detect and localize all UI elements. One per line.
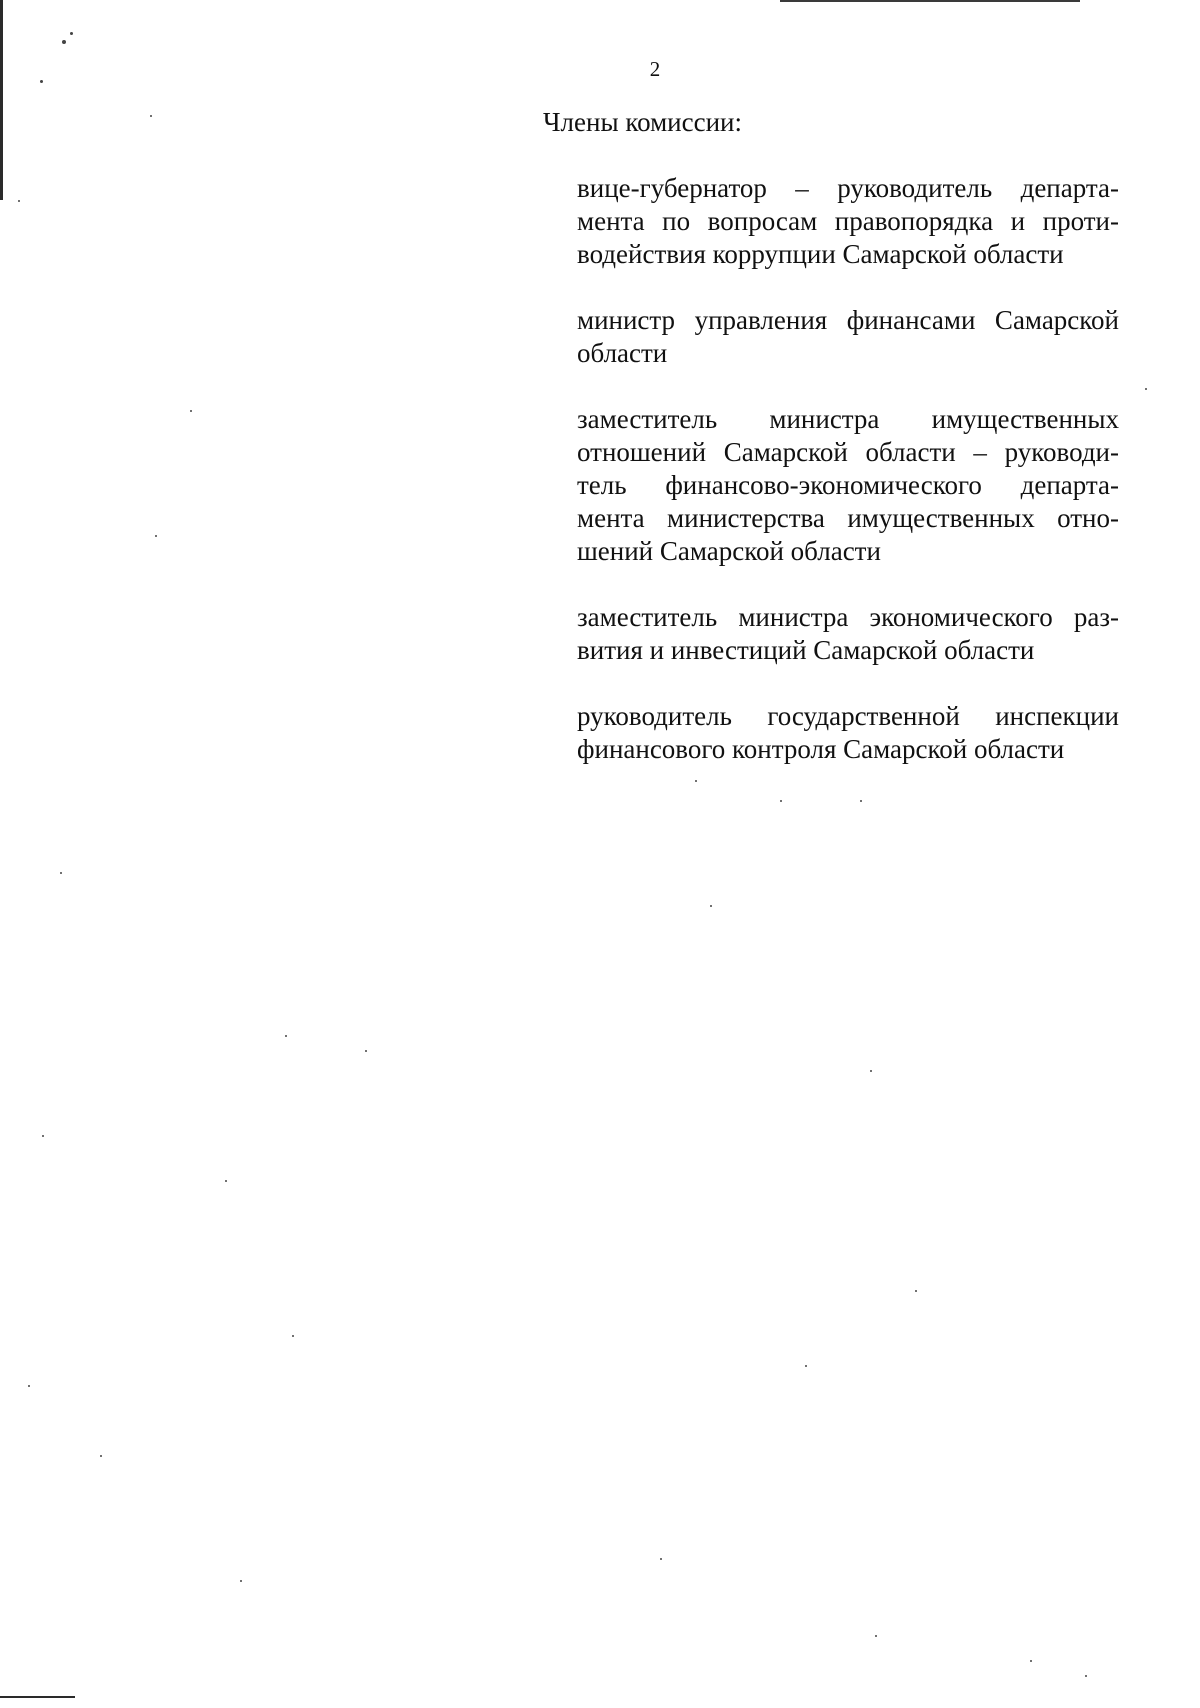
- member-item: [577, 601, 1119, 667]
- scan-speck: [18, 200, 20, 202]
- scan-speck: [870, 1070, 872, 1072]
- scan-speck: [780, 800, 782, 802]
- scan-bottom-line: [0, 1696, 75, 1698]
- scan-edge-mark: [0, 0, 3, 200]
- scan-speck: [190, 410, 192, 412]
- scan-speck: [365, 1050, 367, 1052]
- member-text-line: шений Самарской области: [577, 536, 881, 566]
- scan-speck: [225, 1180, 227, 1182]
- scan-speck: [28, 1385, 30, 1387]
- scan-speck: [285, 1035, 287, 1037]
- member-text-line: заместитель министра имущественных: [577, 404, 1119, 434]
- scan-speck: [62, 40, 66, 44]
- member-text-line: отношений Самарской области – руководи-: [577, 437, 1119, 467]
- scan-speck: [1030, 1660, 1032, 1662]
- member-item: [577, 172, 1119, 271]
- member-text-line: водействия коррупции Самарской области: [577, 239, 1064, 269]
- scan-speck: [805, 1365, 807, 1367]
- scan-speck: [70, 32, 73, 35]
- scan-speck: [1085, 1675, 1087, 1677]
- member-item: [577, 304, 1119, 370]
- scan-speck: [915, 1290, 917, 1292]
- member-text-line: финансового контроля Самарской области: [577, 734, 1065, 764]
- commission-members-list: [577, 172, 1119, 799]
- scan-speck: [40, 80, 43, 83]
- scan-speck: [860, 800, 862, 802]
- section-heading: Члены комиссии:: [543, 107, 742, 137]
- scan-top-line: [780, 0, 1080, 2]
- scan-speck: [240, 1580, 242, 1582]
- scan-speck: [1145, 388, 1147, 390]
- scan-speck: [875, 1635, 877, 1637]
- member-text-line: вития и инвестиций Самарской области: [577, 635, 1035, 665]
- member-text-line: мента министерства имущественных отно-: [577, 503, 1119, 533]
- scan-speck: [660, 1558, 662, 1560]
- member-item: [577, 403, 1119, 568]
- scan-speck: [150, 115, 152, 117]
- member-text-line: руководитель государственной инспекции: [577, 701, 1119, 731]
- member-text-line: вице-губернатор – руководитель департа-: [577, 173, 1119, 203]
- scan-speck: [100, 1455, 102, 1457]
- scan-speck: [710, 905, 712, 907]
- scan-speck: [695, 780, 697, 782]
- member-text-line: заместитель министра экономического раз-: [577, 602, 1119, 632]
- scan-speck: [155, 535, 157, 537]
- member-text-line: области: [577, 338, 668, 368]
- member-item: [577, 700, 1119, 766]
- scan-speck: [60, 872, 62, 874]
- member-text-line: тель финансово-экономического департа-: [577, 470, 1119, 500]
- member-text-line: министр управления финансами Самарской: [577, 305, 1119, 335]
- scan-speck: [292, 1335, 294, 1337]
- member-text-line: мента по вопросам правопорядка и проти-: [577, 206, 1119, 236]
- page-number: 2: [649, 57, 661, 81]
- scan-speck: [42, 1135, 44, 1137]
